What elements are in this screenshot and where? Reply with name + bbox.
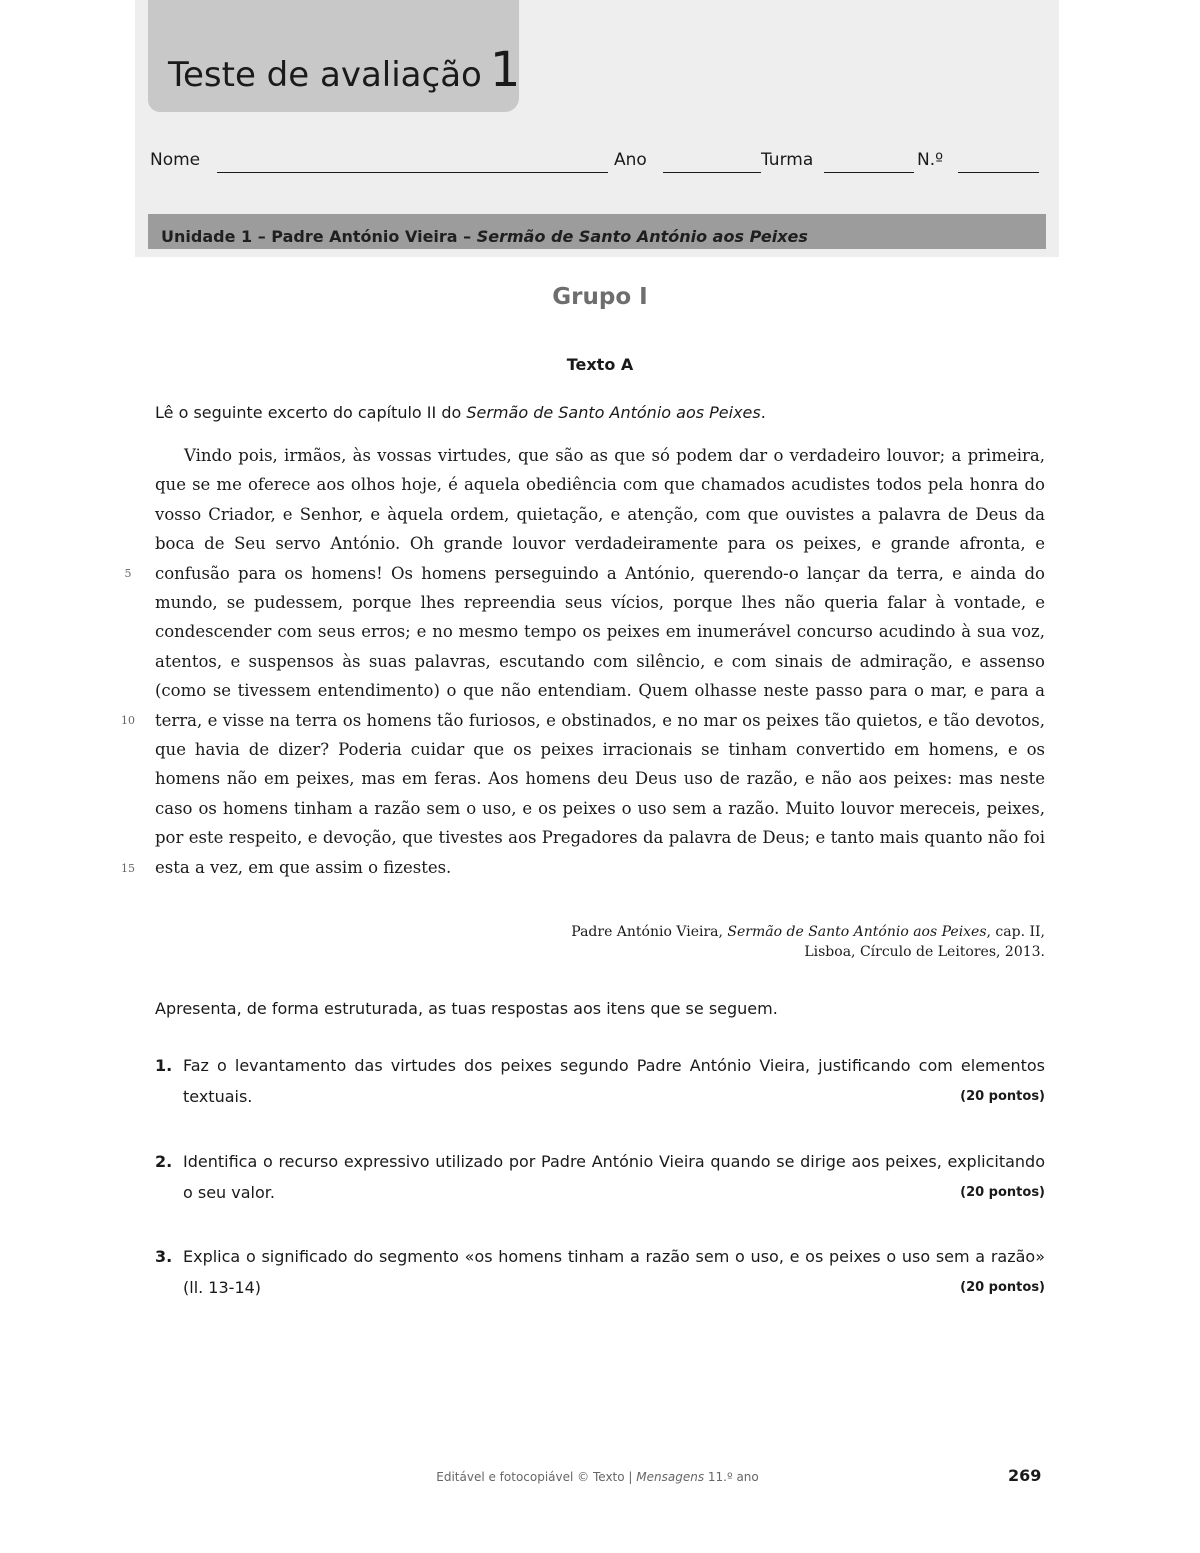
question-text: Faz o levantamento das virtudes dos peixes segundo Padre António Vieira, justificando com elementos textuais.	[183, 1056, 1045, 1106]
class-label: Turma	[761, 150, 814, 170]
citation-author: Padre António Vieira,	[571, 924, 728, 940]
instructions: Apresenta, de forma estruturada, as tuas respostas aos itens que se seguem.	[155, 999, 778, 1018]
question-3	[155, 1241, 1045, 1303]
citation-work: Sermão de Santo António aos Peixes	[727, 924, 987, 940]
test-title-text: Teste de avaliação	[168, 55, 482, 95]
footer-book: Mensagens	[636, 1470, 705, 1484]
excerpt	[155, 441, 1045, 882]
question-number: 1.	[155, 1056, 173, 1075]
group-title: Grupo I	[552, 284, 648, 310]
citation-chapter: , cap. II,	[986, 924, 1045, 940]
unit-work-title: Sermão de Santo António aos Peixes	[476, 227, 808, 246]
footer-suffix: 11.º ano	[704, 1470, 759, 1484]
year-field-line[interactable]	[663, 172, 761, 173]
question-text: Explica o significado do segmento «os homens tinham a razão sem o uso, e os peixes o uso sem a razão» (ll. 13-14)	[183, 1247, 1045, 1297]
footer-prefix: Editável e fotocopiável © Texto |	[436, 1470, 637, 1484]
year-label: Ano	[614, 150, 647, 170]
intro-prefix: Lê o seguinte excerto do capítulo II do	[155, 403, 467, 422]
unit-heading	[161, 227, 808, 246]
citation-line-1	[571, 922, 1045, 942]
intro-suffix: .	[760, 403, 766, 422]
line-number-10: 10	[121, 714, 135, 727]
intro-sentence	[155, 403, 766, 422]
question-number: 3.	[155, 1247, 173, 1266]
page-number: 269	[1008, 1466, 1042, 1485]
question-2	[155, 1146, 1045, 1208]
excerpt-paragraph: Vindo pois, irmãos, às vossas virtudes, que são as que só podem dar o verdadeiro louvor; a primeira, que se me oferece aos olhos hoje, é aquela obediência com que chamados acudistes todos pela honra do vosso Criador, e Senhor, e àquela ordem, quietação, e atenção, com que ouvistes a palavra de Deus da boca de Seu servo António. Oh grande louvor verdadeiramente para os peixes, e grande afronta, e confusão para os homens! Os homens perseguindo a António, querendo-o lançar da terra, e ainda do mundo, se pudessem, porque lhes repreendia seus vícios, porque lhes não queria falar à vontade, e condescender com seus erros; e no mesmo tempo os peixes em inumerável concurso acudindo à sua voz, atentos, e suspensos às suas palavras, escutando com silêncio, e com sinais de admiração, e assenso (como se tivessem entendimento) o que não entendiam. Quem olhasse neste passo para o mar, e para a terra, e visse na terra os homens tão furiosos, e obstinados, e no mar os peixes tão quietos, e tão devotos, que havia de dizer? Poderia cuidar que os peixes irracionais se tinham convertido em homens, e os homens não em peixes, mas em feras. Aos homens deu Deus uso de razão, e não aos peixes: mas neste caso os homens tinham a razão sem o uso, e os peixes o uso sem a razão. Muito louvor mereceis, peixes, por este respeito, e devoção, que tivestes aos Pregadores da palavra de Deus; e tanto mais quanto não foi esta a vez, em que assim o fizestes.	[155, 446, 1045, 877]
name-field-line[interactable]	[217, 172, 608, 173]
test-number: 1	[489, 42, 521, 98]
question-points: (20 pontos)	[960, 1280, 1045, 1295]
question-points: (20 pontos)	[960, 1185, 1045, 1200]
number-field-line[interactable]	[958, 172, 1039, 173]
name-label: Nome	[150, 150, 201, 170]
question-text: Identifica o recurso expressivo utilizado por Padre António Vieira quando se dirige aos peixes, explicitando o seu valor.	[183, 1152, 1045, 1202]
question-number: 2.	[155, 1152, 173, 1171]
question-points: (20 pontos)	[960, 1089, 1045, 1104]
test-title	[168, 40, 520, 100]
text-label: Texto A	[566, 355, 634, 374]
number-label: N.º	[917, 150, 944, 170]
citation	[571, 922, 1045, 962]
line-number-5: 5	[124, 567, 132, 580]
intro-work: Sermão de Santo António aos Peixes	[466, 403, 761, 422]
citation-publication: Lisboa, Círculo de Leitores, 2013.	[804, 944, 1045, 960]
class-field-line[interactable]	[824, 172, 914, 173]
question-1	[155, 1050, 1045, 1112]
unit-prefix: Unidade 1 – Padre António Vieira –	[161, 227, 477, 246]
line-number-15: 15	[121, 862, 135, 875]
